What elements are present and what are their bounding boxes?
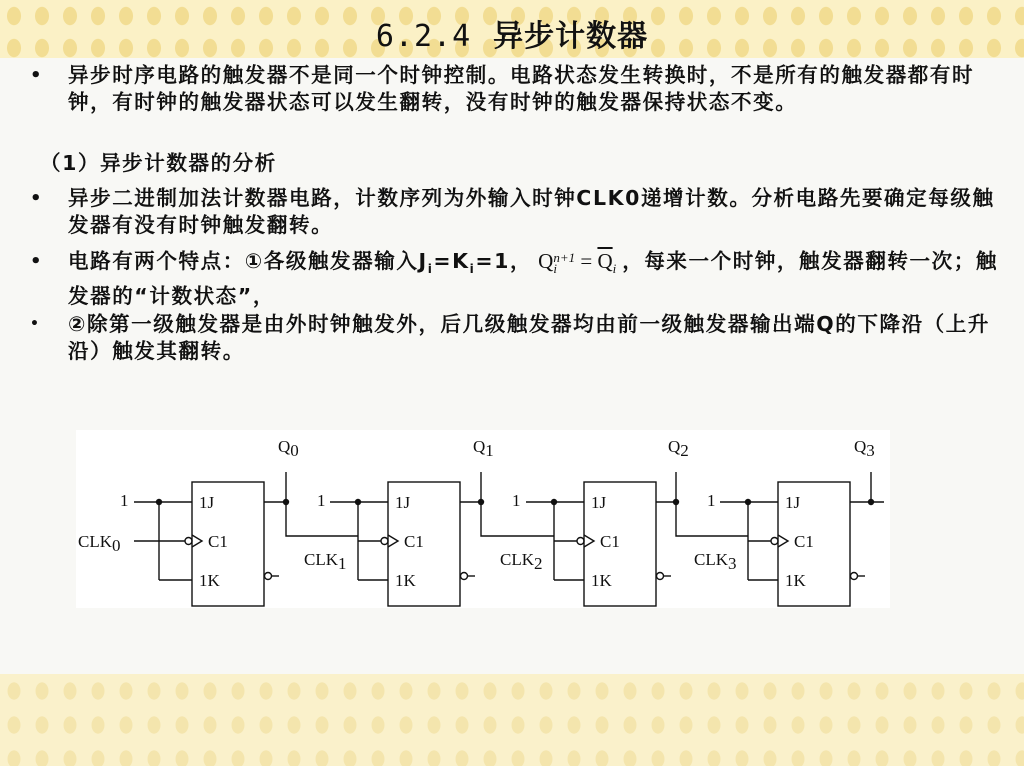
- input-one-label-1: 1: [317, 491, 326, 510]
- bullet-2: •: [30, 188, 42, 209]
- output-label-q1: Q1: [473, 437, 494, 460]
- svg-text:C1: C1: [208, 532, 228, 551]
- section-number: 6.2.4: [375, 19, 472, 54]
- decorative-bottom-band: [0, 674, 1024, 766]
- async-counter-diagram: [76, 430, 890, 608]
- pin-labels-stage-0: [199, 493, 228, 590]
- subheading-analysis: （1）异步计数器的分析: [40, 151, 277, 175]
- feature-text-c: =1，: [475, 249, 533, 273]
- pin-labels-stage-1: [395, 493, 424, 590]
- svg-text:1K: 1K: [785, 571, 806, 590]
- output-label-q0: Q0: [278, 437, 299, 460]
- paragraph-clock-chain: ②除第一级触发器是由外时钟触发外，后几级触发器均由前一级触发器输出端Q的下降沿（上升沿）触发其翻转。: [68, 312, 990, 363]
- pin-labels-stage-2: [591, 493, 620, 590]
- svg-text:C1: C1: [404, 532, 424, 551]
- svg-text:C1: C1: [600, 532, 620, 551]
- j-subscript: i: [427, 262, 434, 277]
- svg-text:1J: 1J: [785, 493, 801, 512]
- clock-label-clk0: CLK0: [78, 532, 121, 555]
- slide-title: [0, 18, 1024, 56]
- paragraph-two-features: [68, 248, 1013, 310]
- output-label-q2: Q2: [668, 437, 689, 460]
- svg-text:1J: 1J: [591, 493, 607, 512]
- pin-labels-stage-3: [785, 493, 814, 590]
- svg-text:1J: 1J: [199, 493, 215, 512]
- output-label-q3: Q3: [854, 437, 875, 460]
- k-subscript: i: [469, 262, 476, 277]
- bullet-3: •: [30, 251, 42, 272]
- clock-label-clk3: CLK3: [694, 550, 737, 573]
- feature-text-b: =K: [433, 249, 470, 273]
- clock-label-clk1: CLK1: [304, 550, 347, 573]
- input-one-label-2: 1: [512, 491, 521, 510]
- input-one-label-0: 1: [120, 491, 129, 510]
- feature-text-a: 电路有两个特点：①各级触发器输入J: [68, 249, 428, 273]
- feature-text-d: ，每来一个时钟，触发器翻转一次；触发器的“计数状态”，: [68, 249, 998, 309]
- clock-label-clk2: CLK2: [500, 550, 543, 573]
- paragraph-async-intro: 异步时序电路的触发器不是同一个时钟控制。电路状态发生转换时，不是所有的触发器都有时钟，有时钟的触发器状态可以发生翻转，没有时钟的触发器保持状态不变。: [68, 63, 975, 114]
- svg-text:1K: 1K: [395, 571, 416, 590]
- paragraph-binary-counter: 异步二进制加法计数器电路，计数序列为外输入时钟CLK0递增计数。分析电路先要确定每级触发器有没有时钟触发翻转。: [68, 186, 995, 237]
- toggle-formula: Q n+1 i = $\overline{Q}_i$: [538, 249, 617, 277]
- svg-text:1K: 1K: [591, 571, 612, 590]
- section-title: 异步计数器: [493, 19, 649, 54]
- svg-text:1K: 1K: [199, 571, 220, 590]
- bullet-1: •: [30, 65, 42, 86]
- svg-text:1J: 1J: [395, 493, 411, 512]
- input-one-label-3: 1: [707, 491, 716, 510]
- svg-text:C1: C1: [794, 532, 814, 551]
- bullet-4: •: [30, 316, 39, 332]
